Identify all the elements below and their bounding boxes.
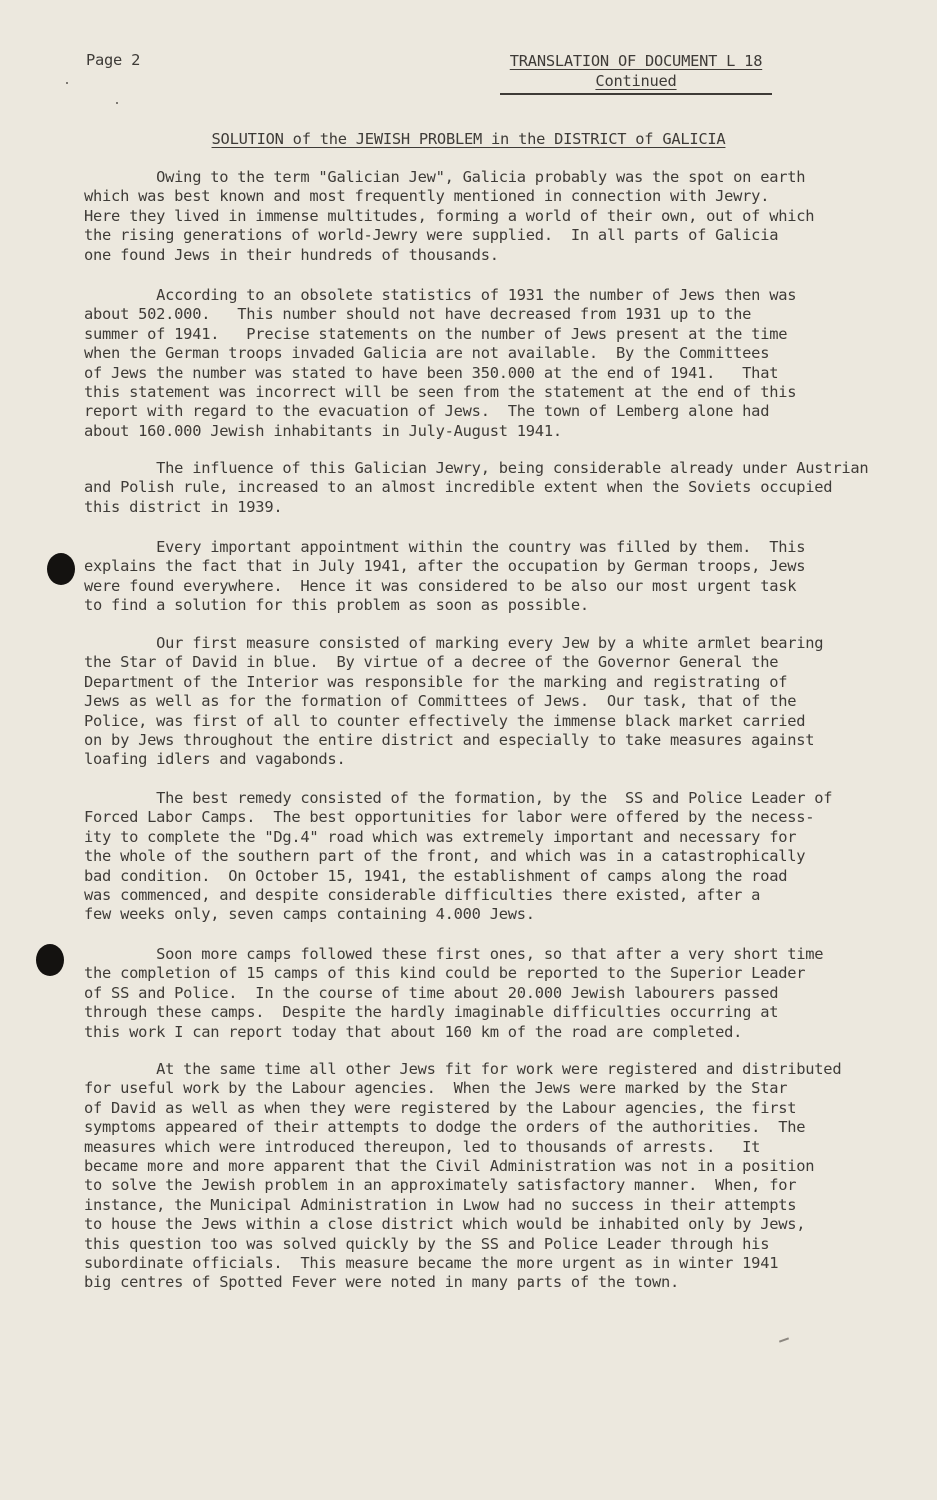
text-line: At the same time all other Jews fit for work were registered and distributed (84, 1060, 842, 1078)
text-line: about 502.000. This number should not have decreased from 1931 up to the (84, 305, 752, 324)
header-rule (500, 93, 772, 95)
paragraph-1 (84, 168, 874, 265)
text-line: According to an obsolete statistics of 1931 the number of Jews then was (84, 286, 797, 304)
text-line: Police, was first of all to counter effectively the immense black market carried (84, 711, 806, 730)
text-line: Soon more camps followed these first ones, so that after a very short time (84, 945, 824, 963)
paragraph-8 (84, 1060, 874, 1293)
text-line: for useful work by the Labour agencies. When the Jews were marked by the Star (84, 1079, 788, 1098)
document-continued: Continued (595, 72, 677, 90)
text-line: this work I can report today that about 160 km of the road are completed. (84, 1022, 743, 1041)
punch-hole-top (47, 553, 75, 585)
text-line: instance, the Municipal Administration in Lwow had no success in their attempts (84, 1195, 797, 1214)
text-line: ity to complete the "Dg.4" road which was extremely important and necessary for (84, 827, 797, 846)
text-line: became more and more apparent that the Civil Administration was not in a position (84, 1156, 815, 1175)
text-line: to find a solution for this problem as soon as possible. (84, 596, 589, 615)
text-line: report with regard to the evacuation of Jews. The town of Lemberg alone had (84, 402, 770, 421)
text-line: loafing idlers and vagabonds. (84, 750, 346, 769)
stray-mark (779, 1337, 789, 1342)
document-header (500, 51, 772, 95)
section-title: SOLUTION of the JEWISH PROBLEM in the DISTRICT of GALICIA (211, 130, 726, 148)
text-line: bad condition. On October 15, 1941, the establishment of camps along the road (84, 866, 788, 885)
paragraph-4 (84, 538, 874, 616)
text-line: Here they lived in immense multitudes, forming a world of their own, out of which (84, 206, 815, 225)
text-line: to solve the Jewish problem in an approximately satisfactory manner. When, for (84, 1176, 797, 1195)
text-line: when the German troops invaded Galicia are not available. By the Committees (84, 344, 770, 363)
text-line: explains the fact that in July 1941, after the occupation by German troops, Jews (84, 557, 806, 576)
text-line: Department of the Interior was responsible for the marking and registrating of (84, 672, 788, 691)
text-line: Every important appointment within the country was filled by them. This (84, 538, 806, 556)
text-line: one found Jews in their hundreds of thousands. (84, 245, 499, 264)
paragraph-7 (84, 945, 874, 1042)
paragraph-6 (84, 789, 874, 925)
text-line: this district in 1939. (84, 497, 283, 516)
text-line: this statement was incorrect will be seen from the statement at the end of this (84, 382, 797, 401)
text-line: subordinate officials. This measure became the more urgent as in winter 1941 (84, 1253, 779, 1272)
text-line: this question too was solved quickly by the SS and Police Leader through his (84, 1234, 770, 1253)
paragraph-5 (84, 634, 874, 770)
document-title: TRANSLATION OF DOCUMENT L 18 (509, 52, 763, 70)
text-line: Owing to the term "Galician Jew", Galicia probably was the spot on earth (84, 168, 806, 186)
text-line: of Jews the number was stated to have been 350.000 at the end of 1941. That (84, 363, 779, 382)
text-line: big centres of Spotted Fever were noted in many parts of the town. (84, 1273, 680, 1292)
text-line: through these camps. Despite the hardly imaginable difficulties occurring at (84, 1003, 779, 1022)
page-number: Page 2 (86, 51, 141, 69)
text-line: measures which were introduced thereupon, led to thousands of arrests. It (84, 1137, 761, 1156)
text-line: symptoms appeared of their attempts to dodge the orders of the authorities. The (84, 1118, 806, 1137)
stray-mark (116, 102, 118, 104)
text-line: the completion of 15 camps of this kind could be reported to the Superior Leader (84, 964, 806, 983)
text-line: and Polish rule, increased to an almost incredible extent when the Soviets occupied (84, 478, 833, 497)
text-line: to house the Jews within a close district which would be inhabited only by Jews, (84, 1215, 806, 1234)
text-line: the Star of David in blue. By virtue of a decree of the Governor General the (84, 653, 779, 672)
text-line: were found everywhere. Hence it was considered to be also our most urgent task (84, 576, 797, 595)
text-line: Jews as well as for the formation of Committees of Jews. Our task, that of the (84, 692, 797, 711)
text-line: which was best known and most frequently mentioned in connection with Jewry. (84, 187, 770, 206)
paragraph-3 (84, 459, 874, 517)
text-line: Forced Labor Camps. The best opportunities for labor were offered by the necess- (84, 808, 815, 827)
text-line: of SS and Police. In the course of time about 20.000 Jewish labourers passed (84, 983, 779, 1002)
text-line: Our first measure consisted of marking every Jew by a white armlet bearing (84, 634, 824, 652)
text-line: about 160.000 Jewish inhabitants in July-August 1941. (84, 421, 562, 440)
text-line: the rising generations of world-Jewry were supplied. In all parts of Galicia (84, 226, 779, 245)
text-line: the whole of the southern part of the front, and which was in a catastrophically (84, 847, 806, 866)
text-line: few weeks only, seven camps containing 4.000 Jews. (84, 905, 535, 924)
text-line: The best remedy consisted of the formation, by the SS and Police Leader of (84, 789, 833, 807)
text-line: was commenced, and despite considerable difficulties there existed, after a (84, 885, 761, 904)
text-line: summer of 1941. Precise statements on the number of Jews present at the time (84, 324, 788, 343)
punch-hole-bottom (36, 944, 64, 976)
text-line: on by Jews throughout the entire district and especially to take measures against (84, 730, 815, 749)
text-line: of David as well as when they were registered by the Labour agencies, the first (84, 1098, 797, 1117)
text-line: The influence of this Galician Jewry, being considerable already under Austrian (84, 459, 869, 477)
paragraph-2 (84, 286, 874, 441)
stray-mark (66, 82, 68, 84)
